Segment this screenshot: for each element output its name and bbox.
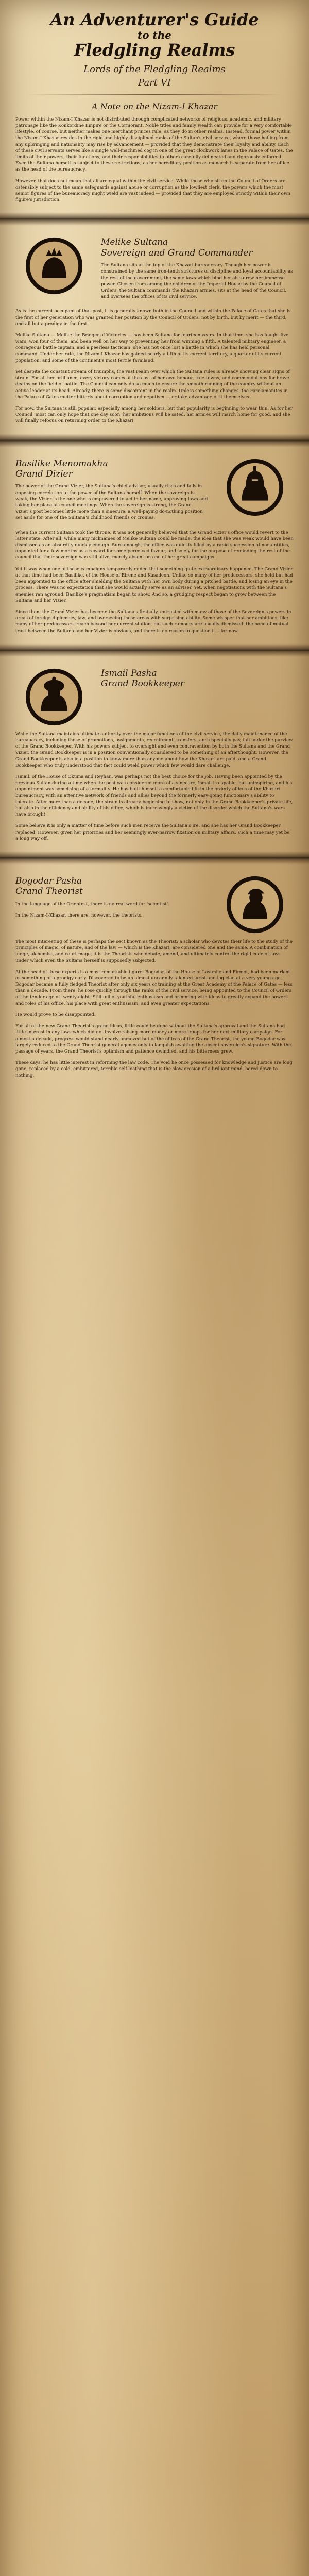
person-paragraph: At the head of these experts is a most remarkable figure: Bogodar, of the House of Lastmile and Firmot, had been marked as something of a prodigy early. Discovered to be an almost uncannily talented jurist and logician at a very young age, Bogodar became a fully fledged Theorist after only six years of training at the Great Academy of the Palace of Gates — less than a decade. From there, he rose quickly through the ranks of the civil service, being appointed to the Council of Orders at the tender age of twenty-eight. Still full of youthful enthusiasm and brimming with ideas to greatly expand the powers and roles of his office, his place with great enthusiasm, and even greater expectations. (15, 969, 293, 1006)
helmeted-head-icon (216, 456, 294, 518)
person-paragraph: The most interesting of these is perhaps the sect known as the Theorist: a scholar who devotes their life to the study of the principles of magic, of nature, and of the law — which is the Khazari, are considered one and the same. A combination of judge, alchemist, and court mage, it is the Theorists who debate, amend, and ultimately control the rigid code of laws under which even the Sultana herself is supposedly subjected. (15, 939, 293, 963)
person-paragraph: Melike Sultana — Melike the Bringer of Victories — has been Sultana for fourteen years. In that time, she has fought five wars, won four of them, and been well on her way to preventing her from winning a fifth. A talented military engineer, a courageous battle-captain, and a peerless tactician, she has not once lost a battle in which she has held personal command. Under her rule, the Nizam-I Khazar has gained nearly a fifth of its current territory, a quarter of its current population, and some of the continent's most fertile farmland. (15, 333, 289, 363)
title-line-2: to the (137, 28, 172, 41)
person-section-vizier (15, 456, 294, 634)
person-names (15, 874, 208, 924)
person-paragraph: Since then, the Grand Vizier has become the Sultana's first ally, entrusted with many of those of the Sovereign's powers in areas of foreign diplomacy, law, and overseeing those areas with surprising ability. Some whisper that her ambitions, like many of her predecessors, reach beyond her current station, but such rumours are usually dismissed: the bond of mutual trust between the Sultana and her Vizier is obvious, and there is no reason to question it... for now. (15, 609, 291, 634)
person-name: Ismail Pasha (101, 668, 157, 679)
guide-header (15, 11, 294, 88)
person-paragraph: The power of the Grand Vizier, the Sultana's chief advisor, usually rises and falls in opposing correlation to the power of the Sultana herself. When the sovereign is weak, the Vizier is the one who is empowered to act in her name, approving laws and taking her place at council meetings. When the sovereign is strong, the Grand Vizier's post becomes little more than a sinecure: a well-paying do-nothing position set aside for one of the Sultana's childhood friends or cronies. (15, 484, 208, 521)
person-name: Melike Sultana (101, 237, 168, 248)
intro-section (15, 101, 294, 204)
person-section-theorist (15, 874, 294, 1079)
person-paragraph: For all of the new Grand Theorist's grand ideas, little could be done without the Sultana's approval and the Sultana had little interest in any laws which did not involve raising more money or more troops for her next military campaign. For almost a decade, progress would stand nearly unmoved but of the offices of the Grand Theorist, the young Bogodar was largely reduced to the Grand Theorist general agency only to languish awaiting the absent sovereign's signature. With the passage of years, the Grand Theorist's optimism and patience dwindled, and his bitterness grew. (15, 1024, 291, 1055)
person-section-bookkeeper (15, 666, 294, 842)
intro-paragraph: Power within the Nizam-I Khazar is not distributed through complicated networks of religious, academic, and military patronage like the Konkordine Empire or the Cormorant. Noble titles and family wealth can provide for a very comfortable lifestyle, of course, but neither makes one merchant princes rule, as they do in other realms. Instead, formal power within the Nizam-I Khazar resides in the rigid and highly disciplined ranks of the Sultan's civil service, where those hailing from any upbringing and nationality may rise by advancement — provided that they demonstrate their loyalty and ability. Each of these civil servants serves like a single well-machined cog in one of the great clockwork lanes in the Palace of Gates, the limits of their powers, their functions, and their responsibilities to others carefully delineated and rigorously enforced. Even the Sultana herself is subject to these restrictions, as her hereditary position as monarch is separate from her office as the head of the bureaucracy. (15, 116, 293, 173)
person-paragraph: When the current Sultana took the throne, it was not generally believed that the Grand Vizier's office would revert to the latter state. After all, while many nicknames of Melike Sultana could be made, the idea that she was weak would have been dismissed as an absurdity quickly enough. Sure enough, the office was quickly filled by a rapid succession of non-entities, appointed for a few months as a reward for some perceived favour, and solely for the purpose of reminding the rest of the council that their sovereign was still alive, merely absent on one of her great campaigns. (15, 530, 294, 561)
bearded-head-icon (216, 874, 294, 936)
title-line-1: An Adventurer's Guide (50, 10, 259, 29)
person-paragraph: While the Sultana maintains ultimate authority over the major functions of the civil service, the daily maintenance of the bureaucracy, including those of promotions, assignments, recruitment, transfers, and especially pay, fall under the purview of the Grand Bookkeeper. With his powers subject to oversight and even contravention by both the Sultana and the Grand Vizier, the Grand Bookkeeper is in a position conventionally considered to be something of an afterthought. However, the Grand Bookkeeper is also in a position to know more than anyone about how the Khazari are paid, and a Grand Bookkeeper who truly understood that fact could wield power which few would dare challenge. (15, 731, 293, 768)
part-label: Part VI (138, 77, 171, 88)
person-name: Bogodar Pasha (15, 875, 82, 886)
subtitle: Lords of the Fledgling Realms (83, 64, 226, 75)
section-divider (0, 643, 309, 657)
intro-heading: A Note on the Nizam-I Khazar (91, 101, 218, 111)
title-line-3: Fledgling Realms (74, 40, 235, 60)
person-paragraph: Yet despite the constant stream of triumphs, the vast realm over which the Sultana rules is already showing clear signs of strain. For all her brilliance, every victory comes at the cost of her own honour, tree-towns, and commendations for brave deaths on the field of battle. The Council can only do so much to ensure the smooth running of the country without an active leader at its head. Already, there is some discontent in the realm. Unless something changes, the Farolamanites in the Palace of Gates mutter bitterly about corruption and nepotism — or take advantage of it themselves. (15, 369, 290, 400)
person-paragraph: These days, he has little interest in reforming the law code. The void he once possessed for knowledge and justice are long gone, replaced by a cold, embittered, terrible self-loathing that is the slow erosion of a brilliant mind, bored down to nothing. (15, 1060, 293, 1078)
person-paragraph: Ismail, of the House of Okuma and Reyhan, was perhaps not the best choice for the job. Having been appointed by the previous Sultan during a time when the post was considered more of a sinecure, Ismail is capable, but uninspiring, and his appointment was something of a formality. He has built himself a comfortable life in the orderly offices of the Khazari bureaucracy, with an attentive network of friends and allies beyond the formerly easy-going functionary's ability to tolerate. After more than a decade, the strain is already beginning to show, not only in the Grand Bookkeeper's private life, but also in the efficiency and ability of his office, which is increasingly a victim of the disorder which the Sultana's wars have brought. (15, 774, 293, 818)
person-role: Grand Bookkeeper (101, 679, 184, 689)
person-name: Basilike Menomakha (15, 458, 108, 469)
person-header (15, 666, 294, 728)
person-paragraph: For now, the Sultana is still popular, especially among her soldiers, but that popularity is beginning to wear thin. As for her Council, most can only hope that one day soon, her ambitions will be sated, her armies will march home for good, and she will finally refocus on returning order to the Khazari. (15, 406, 293, 424)
crowned-head-icon (15, 235, 93, 297)
section-divider (0, 212, 309, 226)
person-paragraph: Yet it was when one of these campaigns temporarily ended that something quite extraordinary happened. The Grand Vizier at that time had been Basilike, of the House of Eirene and Kasadeon. Unlike so many of her predecessors, she held but had been appointed to the office after shielding the Sultana with her own body during a pitched battle, and losing an eye in the process. There was no expectation that she would actually serve as an adviser. Yet, when negotiations with the Sultana's enemies ran aground, Basilike's pragmatism began to show. And so, a grudging respect began to grow between the Sultana and her Vizier. (15, 566, 293, 603)
person-role: Grand Dizier (15, 469, 73, 480)
person-names (101, 235, 294, 305)
header-rule (26, 94, 283, 95)
person-role: Grand Theorist (15, 886, 83, 897)
person-section-sultana (15, 235, 294, 424)
person-paragraph: Some believe it is only a matter of time before such men receive the Sultana's ire, and she has her Grand Bookkeeper replaced. However, given her priorities and her seemingly ever-narrow fixation on military affairs, such a time may yet be a long way off. (15, 823, 290, 841)
person-header (15, 235, 294, 305)
person-paragraph: He would prove to be disappointed. (15, 1012, 96, 1018)
section-divider (0, 851, 309, 865)
person-paragraph: The Sultana sits at the top of the Khazari bureaucracy. Though her power is constrained by the same iron-tenth strictures of discipline and loyal accountability as the rest of the government, the same laws which bind her also drew her immense power. Chosen from among the children of the Imperial House by the Council of Orders, the Sultana commands the Khazari armies, sits at the head of the Council, and oversees the offices of its civil service. (101, 263, 293, 300)
person-paragraph: In the Nizam-I-Khazar, there are, however, the theorists. (15, 912, 143, 918)
person-role: Sovereign and Grand Commander (101, 247, 253, 258)
turbaned-head-icon (15, 666, 93, 728)
person-paragraph: As is the current occupant of that post, it is generally known both in the Council and within the Palace of Gates that she is the first of her generation who was granted her position by the Council of Orders, not by birth, but by merit — the third, and all but a prodigy in the first. (15, 309, 291, 327)
person-paragraph: In the language of the Orientest, there is no real word for 'scientist'. (15, 901, 169, 907)
person-header (15, 874, 294, 936)
intro-paragraph: However, that does not mean that all are equal within the civil service. While those who sit on the Council of Orders are ostensibly subject to the same safeguards against abuse or corruption as the lowliest clerk, the powers which the most senior figures of the bureaucracy might wield are vast indeed — provided that they are employed strictly within their own figure's jurisdiction. (15, 178, 290, 203)
section-divider (0, 434, 309, 447)
person-header (15, 456, 294, 527)
person-names (15, 456, 208, 527)
person-names (101, 666, 294, 693)
